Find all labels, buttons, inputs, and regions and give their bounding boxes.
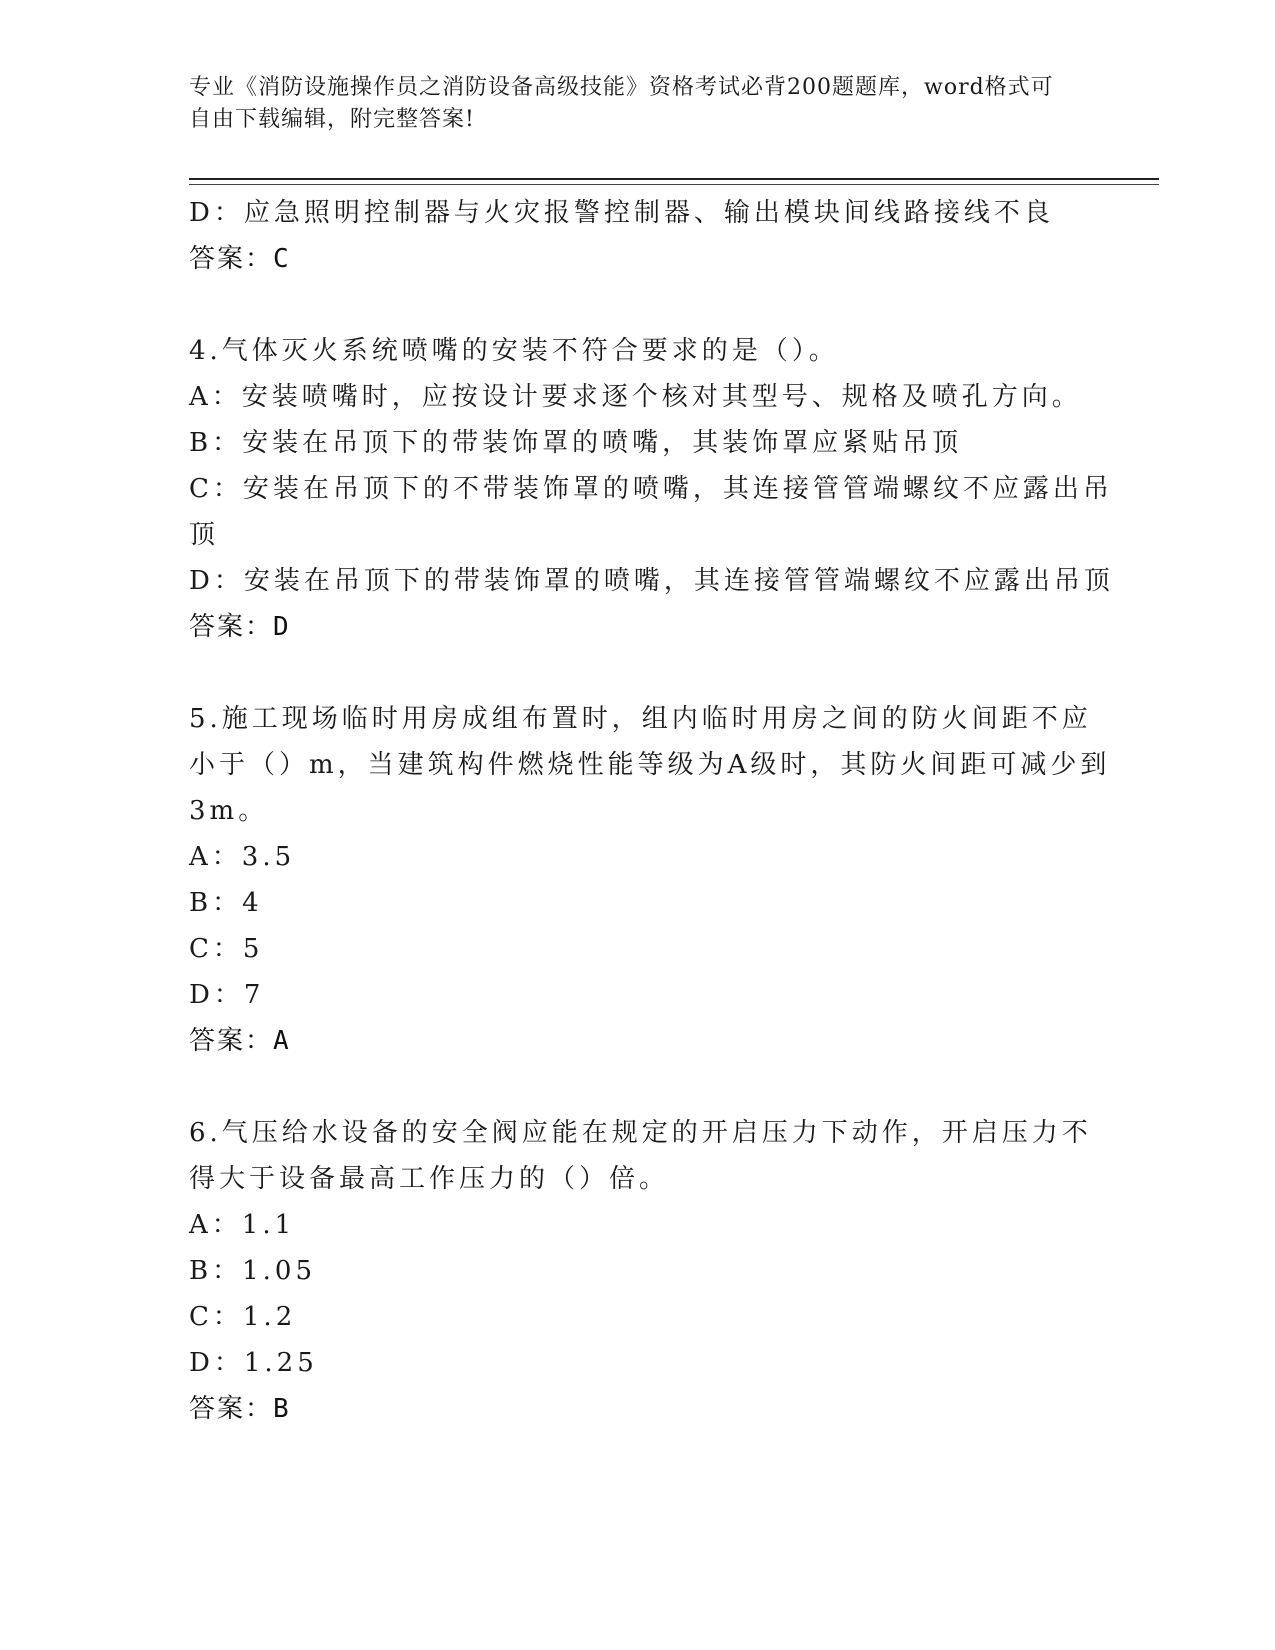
answer	[189, 1386, 1089, 1432]
option-a: A：安装喷嘴时，应按设计要求逐个核对其型号、规格及喷孔方向。	[189, 382, 1082, 412]
option-d: D：1.25	[189, 1348, 318, 1378]
question-list	[189, 190, 1114, 1432]
answer-value: D	[273, 612, 290, 642]
header-divider	[189, 178, 1159, 180]
question-5	[189, 696, 1111, 1064]
question-4	[189, 328, 1114, 650]
answer-value: B	[273, 1394, 290, 1424]
answer-label: 答案：	[189, 1026, 274, 1056]
answer	[189, 604, 1089, 650]
option-c: C：1.2	[189, 1302, 297, 1332]
header-divider-thin	[189, 184, 1159, 185]
option-c: C：安装在吊顶下的不带装饰罩的喷嘴，其连接管管端螺纹不应露出吊	[189, 474, 1113, 504]
answer-label: 答案：	[189, 612, 274, 642]
option-d: D：应急照明控制器与火灾报警控制器、输出模块间线路接线不良	[189, 198, 1054, 228]
question-stem: 5.施工现场临时用房成组布置时，组内临时用房之间的防火间距不应	[189, 704, 1092, 734]
option-c-continued: 顶	[189, 520, 220, 550]
option-b: B：安装在吊顶下的带装饰罩的喷嘴，其装饰罩应紧贴吊顶	[189, 428, 963, 458]
answer-label: 答案：	[189, 1394, 274, 1424]
answer	[189, 1018, 1089, 1064]
document-header: 专业《消防设施操作员之消防设备高级技能》资格考试必背200题题库，word格式可自由下载编辑，附完整答案!	[189, 75, 1054, 132]
answer	[189, 236, 1089, 282]
question-stem: 6.气压给水设备的安全阀应能在规定的开启压力下动作，开启压力不	[189, 1118, 1092, 1148]
question-stem-continued: 小于（）m，当建筑构件燃烧性能等级为A级时，其防火间距可减少到	[189, 750, 1111, 780]
option-a: A：3.5	[189, 842, 296, 872]
question-6	[189, 1110, 1092, 1432]
option-d: D：7	[189, 980, 265, 1010]
option-a: A：1.1	[189, 1210, 296, 1240]
option-b: B：1.05	[189, 1256, 316, 1286]
option-c: C：5	[189, 934, 264, 964]
answer-value: C	[273, 244, 290, 274]
option-b: B：4	[189, 888, 263, 918]
answer-label: 答案：	[189, 244, 274, 274]
question-stem-continued: 3m。	[189, 796, 269, 826]
option-d: D：安装在吊顶下的带装饰罩的喷嘴，其连接管管端螺纹不应露出吊顶	[189, 566, 1114, 596]
question-stem: 4.气体灭火系统喷嘴的安装不符合要求的是（）。	[189, 336, 839, 366]
answer-value: A	[273, 1026, 290, 1056]
question-stem-continued: 得大于设备最高工作压力的（）倍。	[189, 1164, 670, 1194]
